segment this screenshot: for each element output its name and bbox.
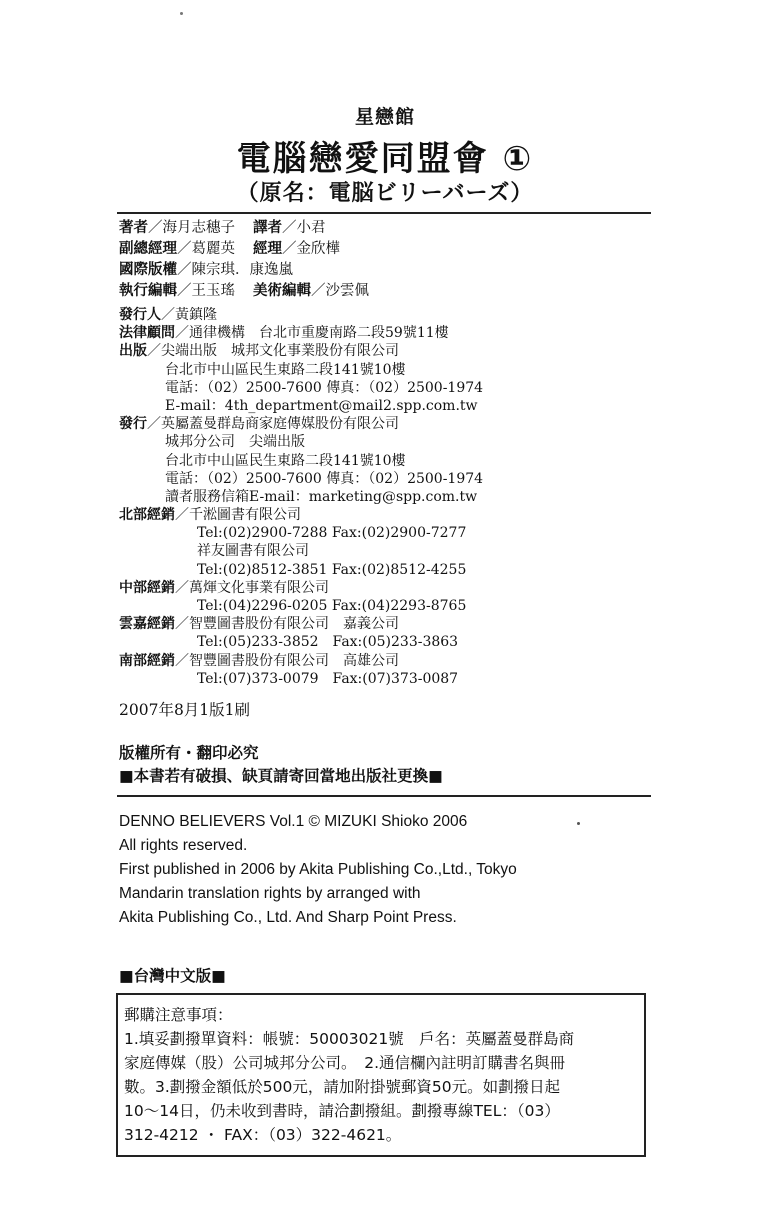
info-row [119,524,483,542]
info-value: E-mail：4th_department@mail2.spp.com.tw [165,397,478,414]
info-value: ／尖端出版 城邦文化事業股份有限公司 [147,343,399,360]
edition-line: 2007年8月1版1刷 [119,701,251,719]
info-value: Tel:(07)373-0079 Fax:(07)373-0087 [197,670,459,687]
info-value: 電話：（02）2500-7600 傳真：（02）2500-1974 [165,470,484,487]
credit-value: ／金欣樺 [282,241,340,257]
info-row [119,652,483,670]
credit-value: ／沙雲佩 [311,283,369,299]
info-row [119,415,483,433]
info-row [119,470,483,488]
info-row [119,670,483,688]
info-label: 發行人 [119,307,161,323]
publishing-info-block [119,306,483,688]
info-value: 台北市中山區民生東路二段141號10樓 [165,361,406,378]
credit-value: ／小君 [282,220,326,236]
info-row [119,488,483,506]
info-value: ／智豐圖書股份有限公司 嘉義公司 [175,616,399,633]
info-row [119,597,483,615]
book-title: 電腦戀愛同盟會 ① [236,139,534,179]
info-row [119,342,483,360]
notice-line: 312-4212 ・ FAX：（03）322-4621。 [124,1126,402,1144]
info-value: 祥友圖書有限公司 [197,543,309,560]
return-notice: ■本書若有破損、缺頁請寄回當地出版社更換■ [119,767,443,785]
credit-label: 著者 [119,220,148,236]
mail-order-notice-box [116,993,646,1157]
notice-line: 郵購注意事項： [124,1006,233,1024]
info-value: Tel:(02)8512-3851 Fax:(02)8512-4255 [197,561,467,578]
info-value: 電話：（02）2500-7600 傳真：（02）2500-1974 [165,379,484,396]
notice-line: 家庭傳媒（股）公司城邦分公司。 2.通信欄內註明訂購書名與冊 [124,1054,566,1072]
info-value: ／萬煇文化事業有限公司 [175,579,329,596]
speck-mark [577,822,580,825]
notice-line: 1.填妥劃撥單資料：帳號：50003021號 戶名：英屬蓋曼群島商 [124,1030,575,1048]
info-value: Tel:(04)2296-0205 Fax:(04)2293-8765 [197,598,467,614]
info-row [119,433,483,451]
copyright-line: First published in 2006 by Akita Publishing Co.,Ltd., Tokyo [119,861,517,878]
credit-row [119,260,369,281]
info-value: ／黃鎮隆 [161,307,217,323]
info-value: 城邦分公司 尖端出版 [165,434,305,451]
credit-label: 執行編輯 [119,283,177,299]
credit-label: 美術編輯 [253,283,311,299]
copyright-line: Mandarin translation rights by arranged with [119,885,421,902]
info-value: ／英屬蓋曼群島商家庭傳媒股份有限公司 [147,416,399,433]
info-row [119,452,483,470]
info-value: ／智豐圖書股份有限公司 高雄公司 [175,652,399,669]
info-value: ／千淞圖書有限公司 [175,507,301,524]
publisher-name: 星戀館 [354,106,415,128]
credit-label: 譯者 [253,220,282,236]
info-row [119,615,483,633]
info-row [119,397,483,415]
info-row [119,633,483,651]
info-value: 台北市中山區民生東路二段141號10樓 [165,452,406,469]
info-row [119,306,483,324]
info-value: ／通律機構 台北市重慶南路二段59號11樓 [175,325,449,342]
info-label: 中部經銷 [119,579,175,596]
info-row [119,561,483,579]
info-label: 法律顧問 [119,325,175,342]
copyright-line: Akita Publishing Co., Ltd. And Sharp Point Press. [119,909,457,926]
credit-value: ／海月志穗子 [148,220,235,236]
info-label: 南部經銷 [119,652,175,669]
copyright-line: DENNO BELIEVERS Vol.1 © MIZUKI Shioko 2006 [119,813,468,830]
info-row [119,324,483,342]
info-value: Tel:(05)233-3852 Fax:(05)233-3863 [197,634,459,651]
info-label: 出版 [119,343,147,360]
credit-value: ／王玉瑤 [177,283,235,299]
credit-row [119,218,369,239]
info-row [119,542,483,560]
speck-mark [180,12,183,15]
credit-row [119,281,369,302]
original-title: （原名：電脳ビリーバーズ） [236,181,534,206]
divider-top [117,212,651,214]
info-label: 北部經銷 [119,507,175,524]
info-value: Tel:(02)2900-7288 Fax:(02)2900-7277 [197,525,467,542]
info-row [119,579,483,597]
credit-label: 副總經理 [119,241,177,257]
info-row [119,361,483,379]
credit-row [119,239,369,260]
divider-bottom [117,795,651,797]
notice-line: 10～14日，仍未收到書時，請洽劃撥組。劃撥專線TEL：（03） [124,1102,560,1120]
info-row [119,506,483,524]
copyright-english [119,810,517,930]
credit-label: 國際版權 [119,262,177,278]
credits-block [119,218,369,302]
rights-block [119,742,443,788]
info-label: 發行 [119,416,147,433]
copyright-line: All rights reserved. [119,837,248,854]
info-value: 讀者服務信箱E-mail：marketing@spp.com.tw [165,488,478,505]
info-label: 雲嘉經銷 [119,616,175,633]
rights-reserved: 版權所有・翻印必究 [119,744,259,762]
credit-value: ／陳宗琪．康逸嵐 [177,262,293,278]
taiwan-edition-label: ■台灣中文版■ [119,967,226,985]
notice-line: 數。3.劃撥金額低於500元，請加附掛號郵資50元。如劃撥日起 [124,1078,561,1096]
info-row [119,379,483,397]
credit-value: ／葛麗英 [177,241,235,257]
credit-label: 經理 [253,241,282,257]
